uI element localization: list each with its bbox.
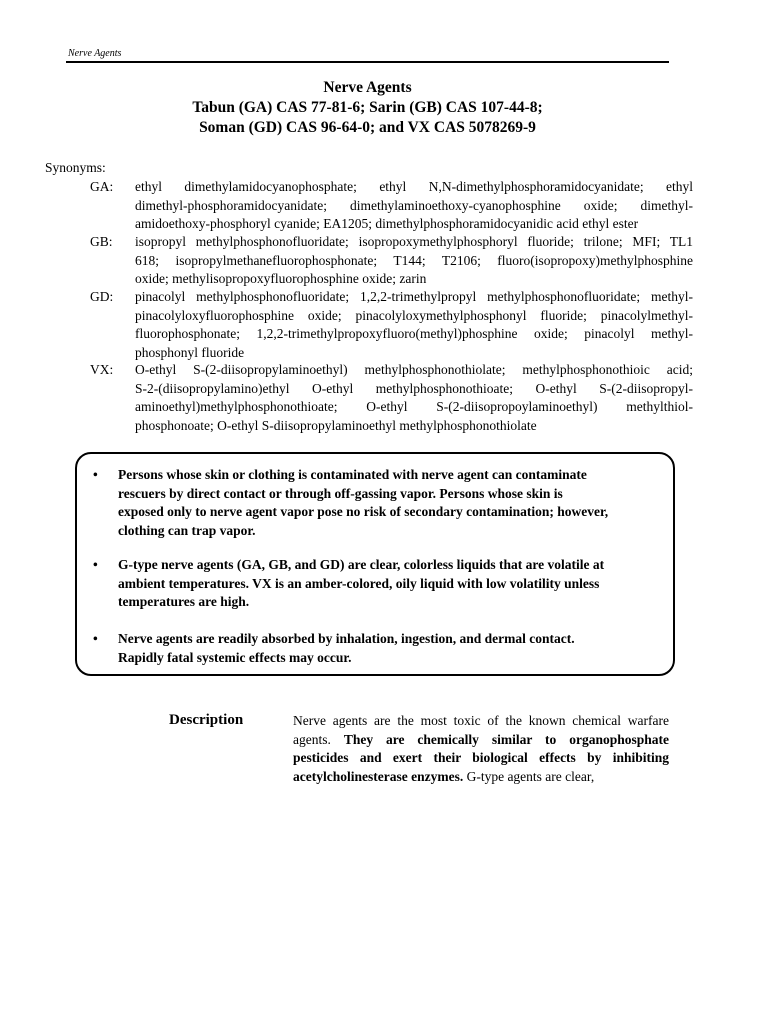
document-title [66, 78, 669, 138]
synonym-row-gb [45, 233, 693, 289]
bullet-line: rescuers by direct contact or through off-gassing vapor. Persons whose skin is [118, 485, 563, 501]
bullet-marker: • [93, 467, 98, 482]
synonym-line: pinacolyloxyfluorophosphine oxide; pinacolyloxymethylphosphonyl fluoride; pinacolylmethyl- [135, 307, 693, 323]
bullet-line: ambient temperatures. VX is an amber-colored, oily liquid with low volatility unless [118, 575, 600, 591]
synonym-text [135, 233, 693, 289]
bullet-line: G-type nerve agents (GA, GB, and GD) are clear, colorless liquids that are volatile at [118, 557, 605, 572]
description-text: G-type agents are clear, [463, 768, 595, 784]
title-line-2: Tabun (GA) CAS 77-81-6; Sarin (GB) CAS 107-44-8; [192, 99, 543, 116]
bullet-line: Nerve agents are readily absorbed by inhalation, ingestion, and dermal contact. [118, 631, 575, 646]
synonym-line: aminoethyl)methylphosphonothioate; O-ethyl S-(2-diisopropoylaminoethyl) methylthiol- [135, 399, 693, 414]
description-text: agents. [293, 731, 344, 747]
synonym-line: ethyl dimethylamidocyanophosphate; ethyl N,N-dimethylphosphoramidocyanidate; ethyl [135, 179, 693, 194]
synonym-code: VX: [90, 362, 114, 377]
title-line-3: Soman (GD) CAS 96-64-0; and VX CAS 5078269-9 [199, 119, 536, 136]
synonym-text [135, 288, 693, 362]
title-line-1: Nerve Agents [323, 79, 412, 96]
description-emphasis: acetylcholinesterase enzymes. [293, 768, 464, 784]
synonym-line: O-ethyl S-(2-diisopropylaminoethyl) methylphosphonothiolate; methylphosphonothioic acid; [135, 362, 693, 377]
synonym-code: GB: [90, 234, 113, 249]
synonym-line: 618; isopropylmethanefluorophosphonate; T144; T2106; fluoro(isopropoxy)methylphosphine [135, 252, 693, 268]
bullet-text [118, 466, 673, 540]
synonym-line: phosphonyl fluoride [135, 344, 245, 360]
description-line: Nerve agents are the most toxic of the known chemical warfare [293, 713, 669, 728]
description-line [293, 731, 669, 750]
description-line [293, 749, 669, 768]
synonym-line: phosphonoate; O-ethyl S-diisopropylaminoethyl methylphosphonothiolate [135, 417, 537, 433]
bullet-text [118, 630, 673, 667]
synonym-line: oxide; methylisopropoxyfluorophosphine oxide; zarin [135, 271, 427, 286]
synonyms-label: Synonyms: [45, 160, 106, 175]
synonym-row-ga [45, 178, 693, 234]
bullet-line: exposed only to nerve agent vapor pose no risk of secondary contamination; however, [118, 504, 609, 519]
key-points-callout [75, 452, 675, 676]
running-head: Nerve Agents [68, 48, 122, 59]
bullet-line: temperatures are high. [118, 594, 250, 609]
description-heading: Description [169, 712, 244, 728]
bullet-marker: • [93, 557, 98, 572]
synonym-text [135, 361, 693, 435]
description-emphasis: They are chemically similar to organophosphate [343, 731, 669, 747]
bullet-marker: • [93, 631, 98, 646]
synonym-line: fluorophosphonate; 1,2,2-trimethylpropoxyfluoro(methyl)phosphine oxide; pinacolyl methyl- [135, 326, 693, 341]
bullet-line: clothing can trap vapor. [118, 522, 256, 538]
synonym-line: dimethyl-phosphoramidocyanidate; dimethylaminoethoxy-cyanophosphine oxide; dimethyl- [135, 197, 693, 213]
bullet-text [118, 556, 673, 612]
synonym-text [135, 178, 693, 234]
synonym-line: S-2-(diisopropylamino)ethyl O-ethyl methylphosphonothioate; O-ethyl S-(2-diisopropyl- [135, 380, 693, 396]
bullet-line: Rapidly fatal systemic effects may occur. [118, 649, 352, 665]
description-body [293, 712, 669, 786]
synonym-line: amidoethoxy-phosphoryl cyanide; EA1205; dimethylphosphoramidocyanidic acid ethyl ester [135, 216, 639, 231]
synonym-line: isopropyl methylphosphonofluoridate; isopropoxymethylphosphoryl fluoride; trilone; MFI; TL1 [135, 234, 693, 249]
synonym-row-vx [45, 361, 693, 435]
synonym-code: GD: [90, 289, 114, 304]
description-emphasis: pesticides and exert their biological effects by inhibiting [293, 750, 669, 765]
description-line [293, 768, 669, 787]
bullet-line: Persons whose skin or clothing is contaminated with nerve agent can contaminate [118, 467, 587, 482]
synonym-row-gd [45, 288, 693, 362]
synonym-line: pinacolyl methylphosphonofluoridate; 1,2,2-trimethylpropyl methylphosphonofluoridate; methyl- [135, 289, 693, 304]
header-rule [66, 61, 669, 63]
synonym-code: GA: [90, 179, 114, 194]
